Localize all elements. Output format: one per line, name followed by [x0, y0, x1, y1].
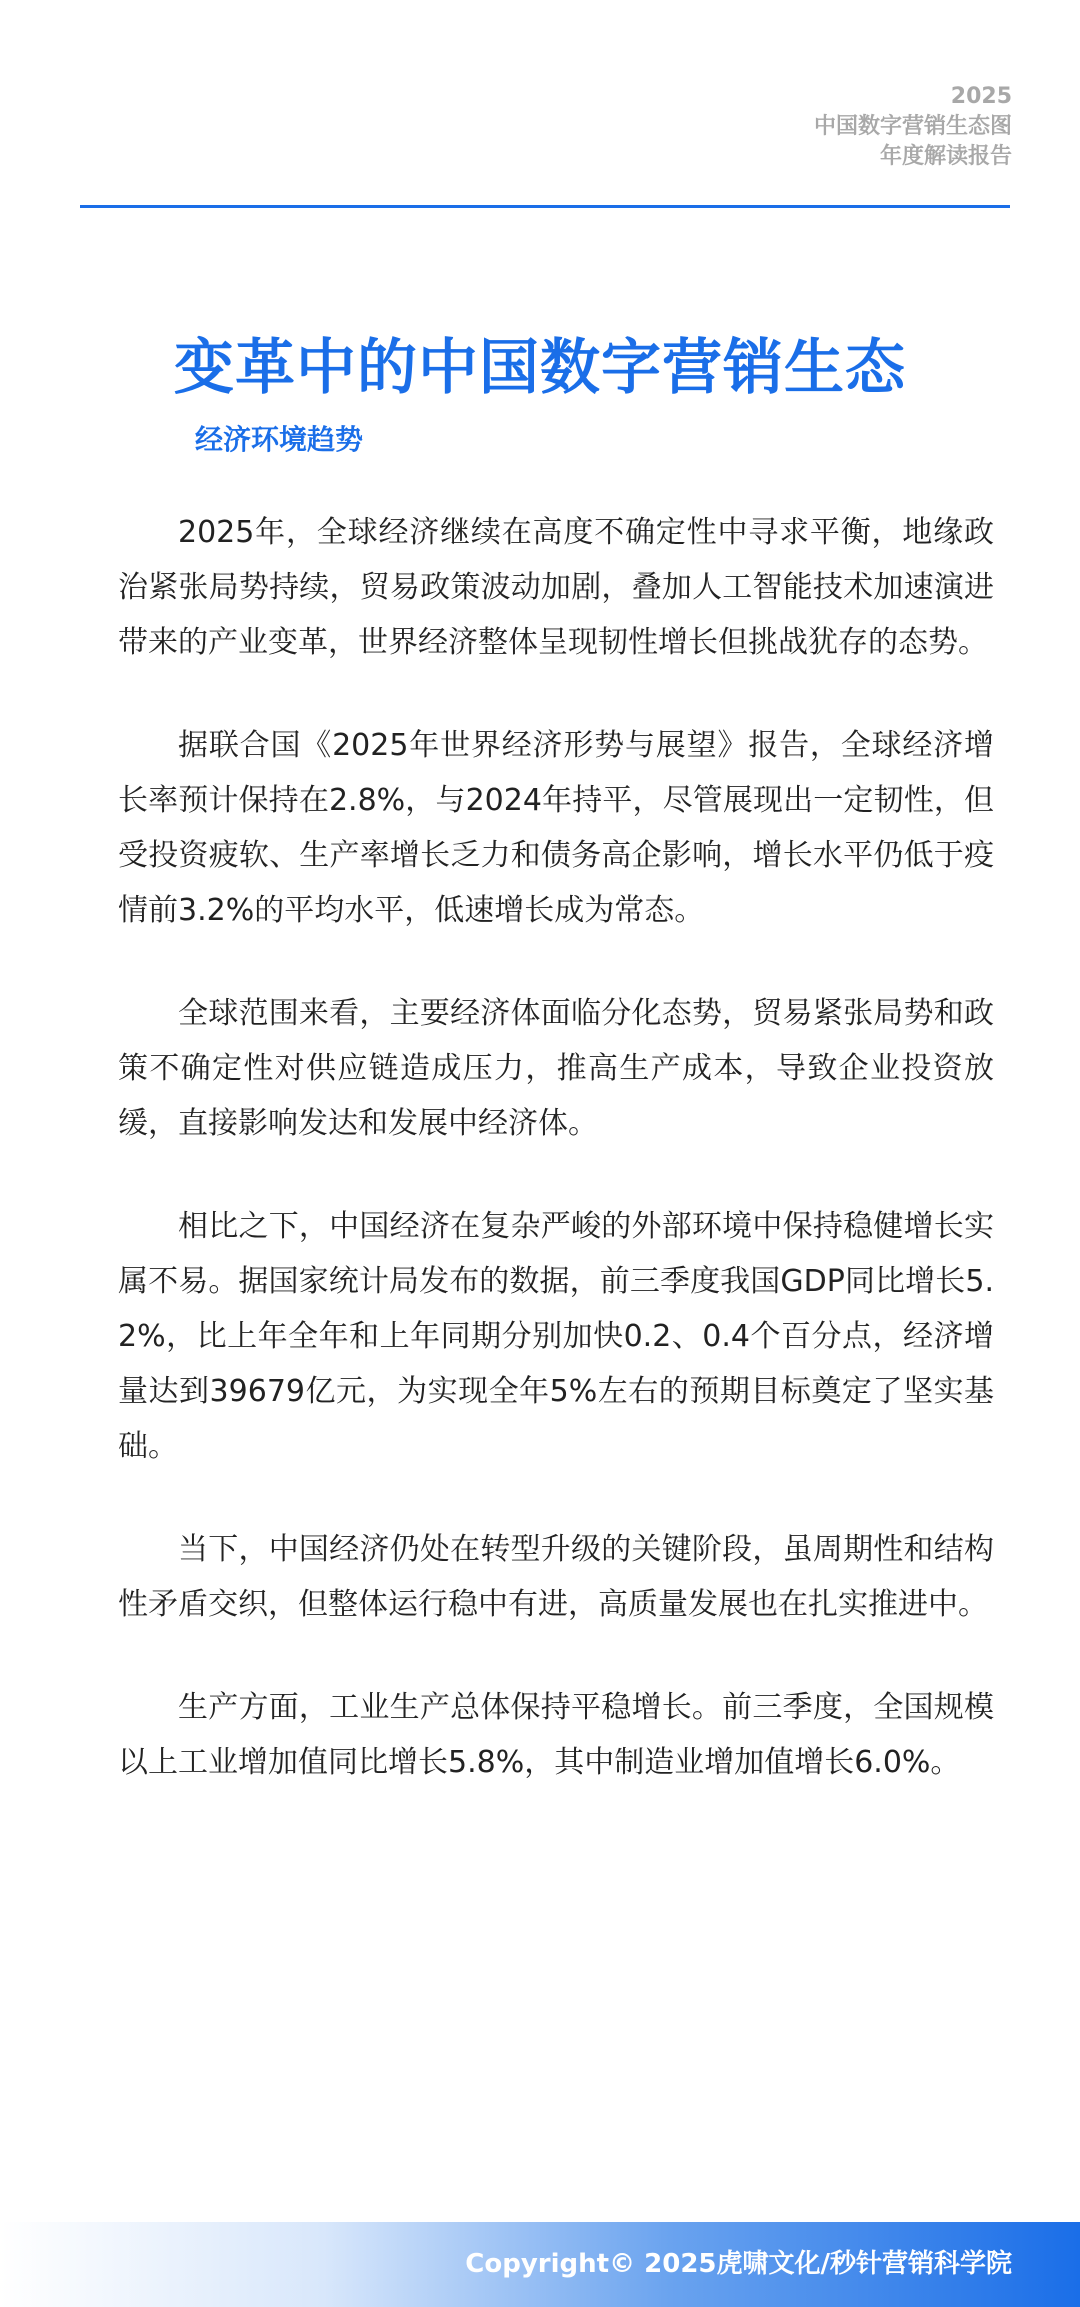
paragraph-4: 相比之下，中国经济在复杂严峻的外部环境中保持稳健增长实属不易。据国家统计局发布的数据，前三季度我国GDP同比增长5.2%，比上年全年和上年同期分别加快0.2、0.4个百分点，经济增量达到39679亿元，为实现全年5%左右的预期目标奠定了坚实基础。 — [118, 1209, 994, 1464]
report-subtitle: 年度解读报告 — [879, 144, 1012, 169]
report-year: 2025 — [950, 84, 1012, 109]
page-title: 变革中的中国数字营销生态 — [174, 333, 906, 404]
paragraph-1: 2025年，全球经济继续在高度不确定性中寻求平衡，地缘政治紧张局势持续，贸易政策波动加剧，叠加人工智能技术加速演进带来的产业变革，世界经济整体呈现韧性增长但挑战犹存的态势。 — [118, 515, 994, 660]
section-title: 经济环境趋势 — [195, 423, 364, 456]
report-name: 中国数字营销生态图 — [813, 114, 1012, 139]
paragraph-2: 据联合国《2025年世界经济形势与展望》报告，全球经济增长率预计保持在2.8%，与2024年持平，尽管展现出一定韧性，但受投资疲软、生产率增长乏力和债务高企影响，增长水平仍低于疫情前3.2%的平均水平，低速增长成为常态。 — [118, 728, 994, 928]
article-body — [118, 505, 994, 1838]
header-divider — [80, 205, 1010, 208]
paragraph-3: 全球范围来看，主要经济体面临分化态势，贸易紧张局势和政策不确定性对供应链造成压力，推高生产成本，导致企业投资放缓，直接影响发达和发展中经济体。 — [118, 996, 994, 1141]
copyright-text: Copyright© 2025虎啸文化/秒针营销科学院 — [465, 2249, 1012, 2279]
paragraph-5: 当下，中国经济仍处在转型升级的关键阶段，虽周期性和结构性矛盾交织，但整体运行稳中有进，高质量发展也在扎实推进中。 — [118, 1532, 994, 1622]
paragraph-6: 生产方面，工业生产总体保持平稳增长。前三季度，全国规模以上工业增加值同比增长5.8%，其中制造业增加值增长6.0%。 — [118, 1690, 994, 1780]
report-meta — [814, 82, 1012, 172]
footer-bar — [0, 2222, 1080, 2307]
